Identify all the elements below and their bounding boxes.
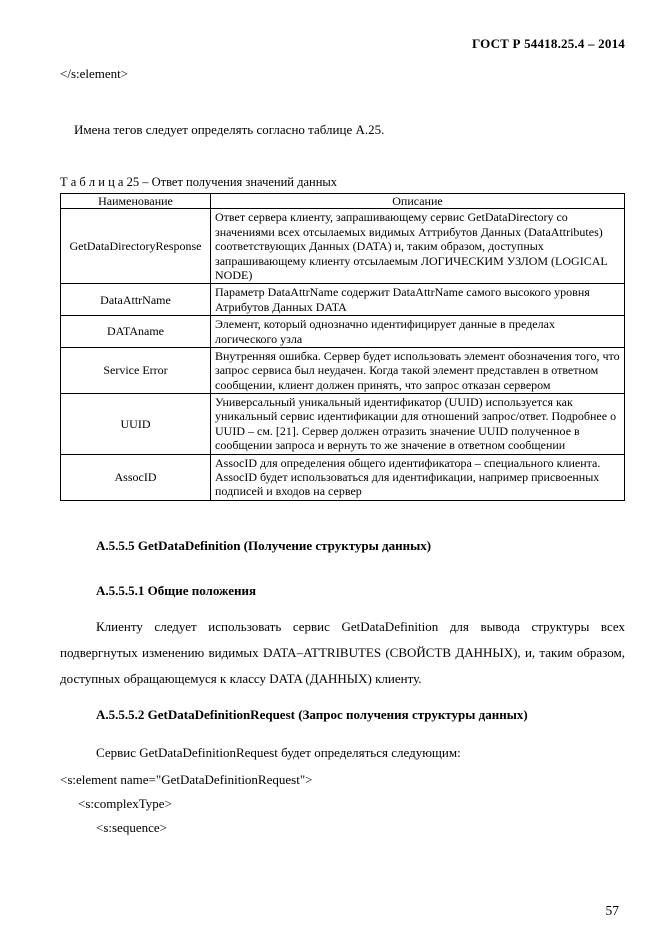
cell-name: GetDataDirectoryResponse <box>61 209 211 284</box>
cell-name: DATAname <box>61 316 211 348</box>
table-row <box>61 394 625 455</box>
cell-description: Элемент, который однозначно идентифицирует данные в пределах логического узла <box>211 316 625 348</box>
cell-name: AssocID <box>61 454 211 500</box>
document-code-header: ГОСТ Р 54418.25.4 – 2014 <box>471 36 625 51</box>
xml-code-line-element: <s:element name="GetDataDefinitionRequest"> <box>60 771 313 787</box>
cell-name: Service Error <box>61 347 211 393</box>
column-header-name: Наименование <box>61 194 211 209</box>
section-heading-a5-5-5-2: А.5.5.5.2 GetDataDefinitionRequest (Запрос получения структуры данных) <box>96 706 528 722</box>
table-caption: Т а б л и ц а 25 – Ответ получения значений данных <box>60 175 338 189</box>
cell-description: Внутренняя ошибка. Сервер будет использовать элемент обозначения того, что запрос сервиса был неудачен. Когда такой элемент представлен в ответном сообщении, клиент должен принять, что запрос отказан сервером <box>211 347 625 393</box>
column-header-description: Описание <box>211 194 625 209</box>
cell-description: Ответ сервера клиенту, запрашивающему сервис GetDataDirectory со значениями всех отсылаемых видимых Аттрибутов Данных (DataAttributes) соответствующих Данных (DATA) и, таким образом, доступных запрашивающему клиенту отсылаемым ЛОГИЧЕСКИМ УЗЛОМ (LOGICAL NODE) <box>211 209 625 284</box>
table-row <box>61 209 625 284</box>
cell-description: Параметр DataAttrName содержит DataAttrName самого высокого уровня Атрибутов Данных DATA <box>211 284 625 316</box>
table-row <box>61 316 625 348</box>
table-header-row <box>61 194 625 209</box>
paragraph-request-definition: Сервис GetDataDefinitionRequest будет определяться следующим: <box>96 744 461 760</box>
section-heading-a5-5-5: А.5.5.5 GetDataDefinition (Получение структуры данных) <box>96 537 432 553</box>
intro-paragraph: Имена тегов следует определять согласно таблице А.25. <box>74 122 385 137</box>
table-row <box>61 454 625 500</box>
xml-code-line-sequence: <s:sequence> <box>96 819 167 835</box>
section-heading-a5-5-5-1: А.5.5.5.1 Общие положения <box>96 582 257 598</box>
tag-names-table <box>60 193 625 501</box>
xml-closing-element-line: </s:element> <box>60 66 129 81</box>
xml-code-line-complextype: <s:complexType> <box>78 795 172 811</box>
table-row <box>61 347 625 393</box>
cell-description: Универсальный уникальный идентификатор (UUID) используется как уникальный сервис идентификации для отношений запрос/ответ. Подробнее о UUID – см. [21]. Сервер должен отразить значение UUID полученное в сообщении запроса и вернуть то же значение в ответном сообщении <box>211 394 625 455</box>
paragraph-getdatadefinition: Клиенту следует использовать сервис GetDataDefinition для вывода структуры всех подвергнутых изменению видимых DATA–ATTRIBUTES (СВОЙСТВ ДАННЫХ), и, таким образом, доступных обращающемуся к классу DATA (ДАННЫХ) клиенту. <box>60 618 625 686</box>
cell-name: DataAttrName <box>61 284 211 316</box>
page-number: 57 <box>605 903 619 918</box>
cell-name: UUID <box>61 394 211 455</box>
xml-code-block <box>60 768 625 840</box>
cell-description: AssocID для определения общего идентификатора – специального клиента. AssocID будет использоваться для идентификации, например присвоенных подписей и входов на сервер <box>211 454 625 500</box>
table-row <box>61 284 625 316</box>
